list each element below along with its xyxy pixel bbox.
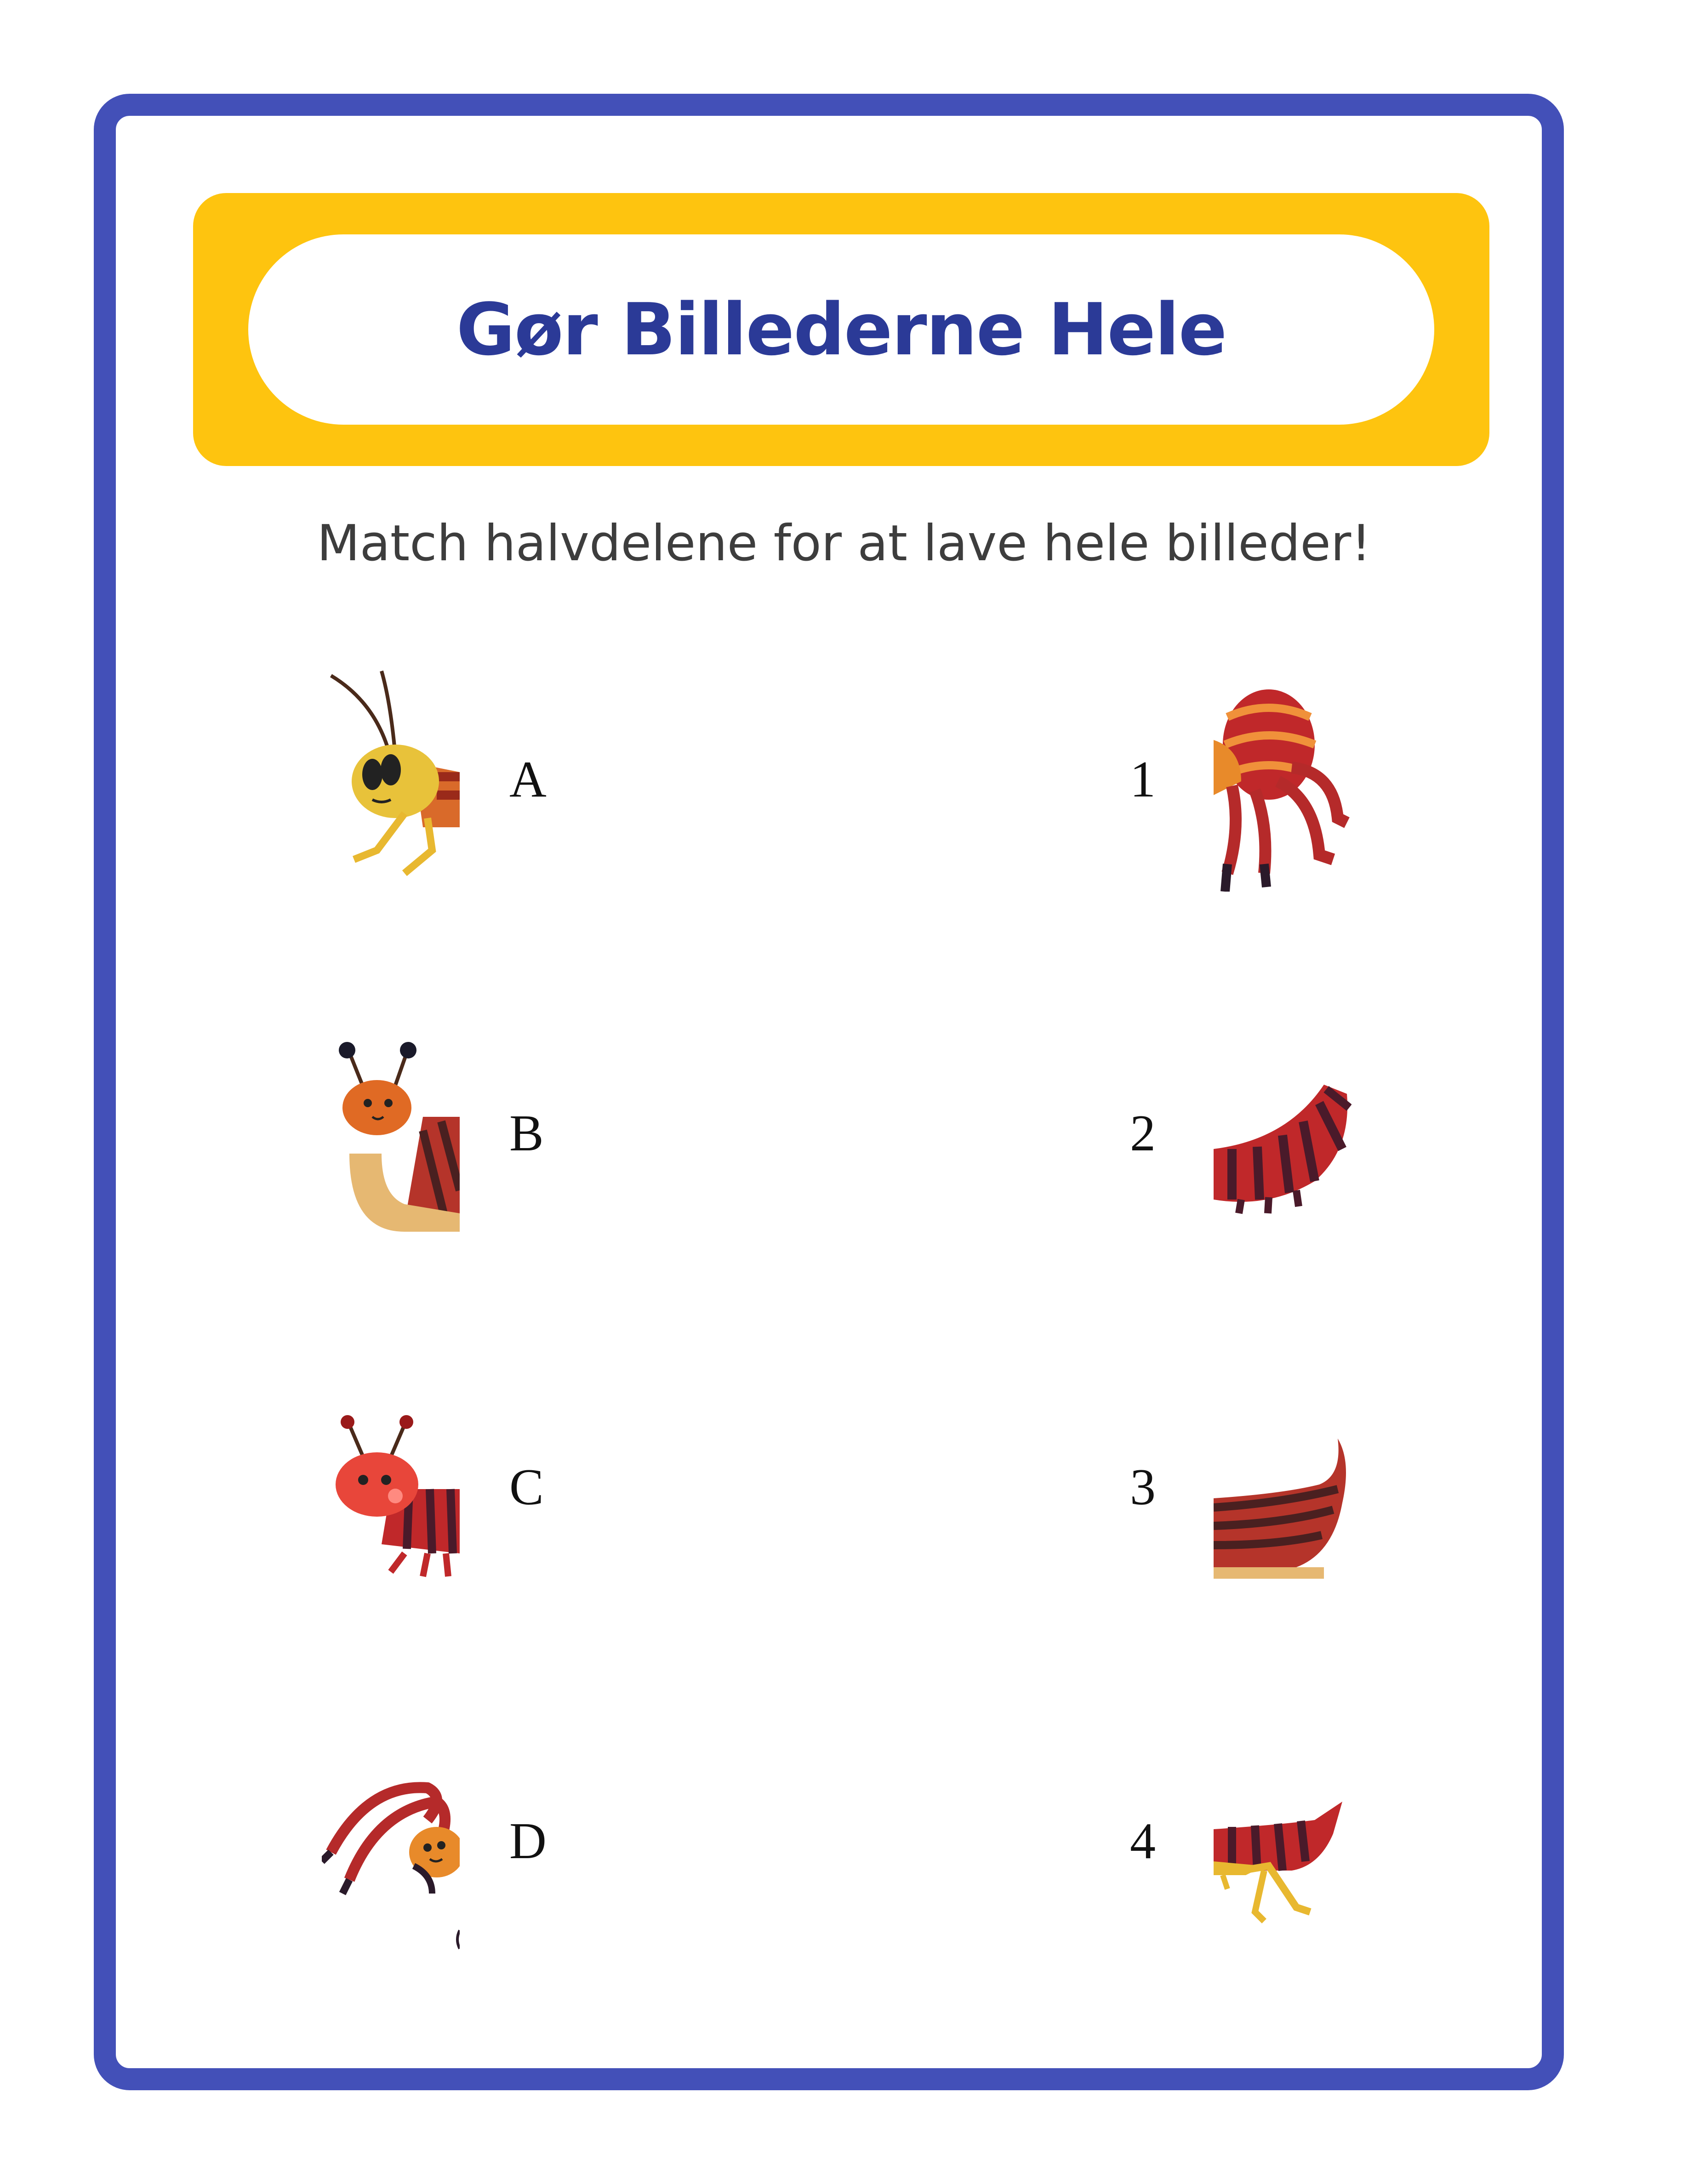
page-title: Gør Billederne Hele bbox=[456, 288, 1226, 371]
left-item-label-b: B bbox=[509, 1105, 544, 1162]
spider-front-half-icon[interactable] bbox=[322, 1756, 460, 1967]
caterpillar-back-half-icon[interactable] bbox=[1214, 1057, 1352, 1268]
grasshopper-back-half-icon[interactable] bbox=[1214, 1792, 1352, 2004]
right-item-label-2: 2 bbox=[1130, 1105, 1156, 1162]
spider-back-half-icon[interactable] bbox=[1214, 680, 1352, 892]
caterpillar-front-half-icon[interactable] bbox=[322, 1406, 460, 1618]
instruction-text: Match halvdelene for at lave hele billeder! bbox=[317, 515, 1371, 572]
snail-front-half-icon[interactable] bbox=[322, 1039, 460, 1250]
right-item-label-3: 3 bbox=[1130, 1459, 1156, 1516]
left-item-label-a: A bbox=[509, 751, 547, 808]
snail-shell-back-half-icon[interactable] bbox=[1214, 1425, 1352, 1636]
left-item-label-d: D bbox=[509, 1813, 547, 1870]
right-item-label-1: 1 bbox=[1130, 751, 1156, 808]
left-item-label-c: C bbox=[509, 1459, 544, 1516]
title-banner bbox=[193, 193, 1489, 466]
right-item-label-4: 4 bbox=[1130, 1813, 1156, 1870]
title-pill bbox=[248, 234, 1434, 425]
grasshopper-front-half-icon[interactable] bbox=[322, 666, 460, 878]
